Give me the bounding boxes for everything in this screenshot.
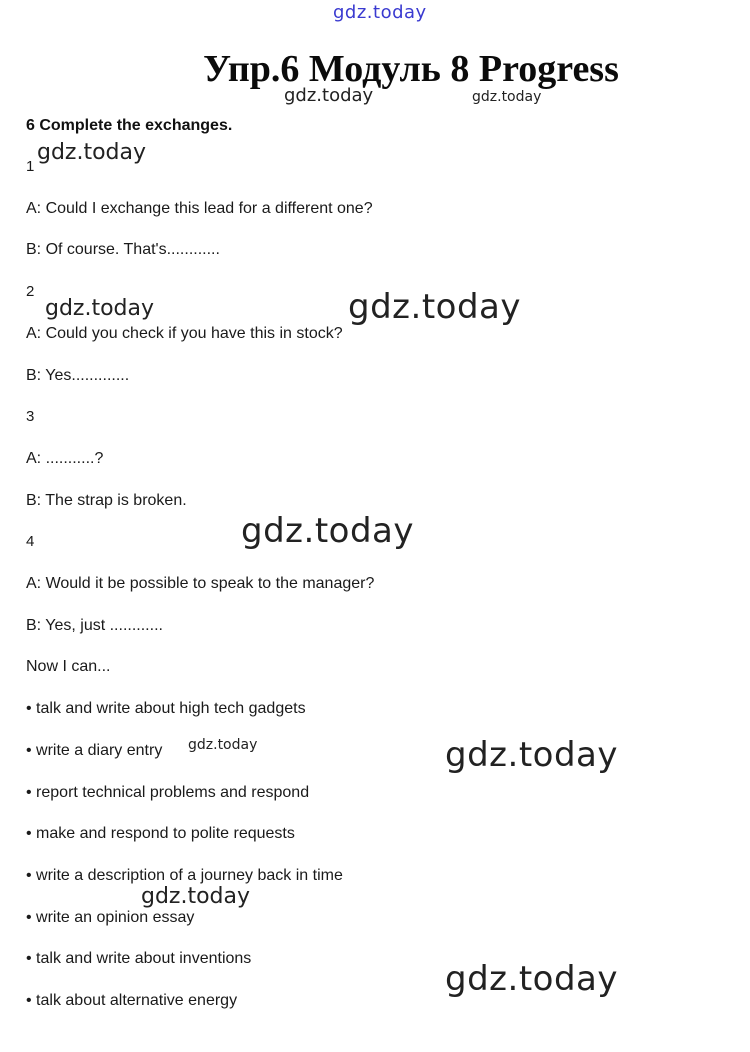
watermark: gdz.today — [445, 959, 618, 999]
item-number-3: 3 — [26, 408, 35, 425]
item-number-2: 2 — [26, 283, 35, 300]
item-1-line-b: B: Of course. That's............ — [26, 241, 220, 258]
skill-item: • report technical problems and respond — [26, 784, 310, 801]
item-2-line-a: A: Could you check if you have this in stock? — [26, 325, 343, 342]
item-4-line-a: A: Would it be possible to speak to the manager? — [26, 575, 375, 592]
now-i-can-label: Now I can... — [26, 658, 111, 675]
watermark: gdz.today — [37, 140, 147, 165]
watermark: gdz.today — [141, 884, 251, 909]
watermark: gdz.today — [348, 287, 521, 327]
skill-item: • write a diary entry — [26, 742, 163, 759]
instruction-heading: 6 Complete the exchanges. — [26, 117, 233, 134]
item-4-line-b: B: Yes, just ............ — [26, 617, 163, 634]
skill-item: • talk about alternative energy — [26, 992, 238, 1009]
watermark: gdz.today — [45, 296, 155, 321]
watermark: gdz.today — [188, 737, 258, 753]
item-3-line-b: B: The strap is broken. — [26, 492, 187, 509]
skill-item: • talk and write about inventions — [26, 950, 252, 967]
item-1-line-a: A: Could I exchange this lead for a different one? — [26, 200, 373, 217]
watermark: gdz.today — [333, 2, 427, 23]
item-number-4: 4 — [26, 533, 35, 550]
item-3-line-a: A: ...........? — [26, 450, 104, 467]
item-2-line-b: B: Yes............. — [26, 367, 130, 384]
item-number-1: 1 — [26, 158, 35, 175]
page-title: Упр.6 Модуль 8 Progress — [203, 48, 619, 90]
watermark: gdz.today — [241, 511, 414, 551]
watermark: gdz.today — [284, 85, 374, 106]
skill-item: • make and respond to polite requests — [26, 825, 295, 842]
skill-item: • write an opinion essay — [26, 909, 195, 926]
watermark: gdz.today — [472, 89, 542, 105]
watermark: gdz.today — [445, 735, 618, 775]
skill-item: • write a description of a journey back in time — [26, 867, 343, 884]
skill-item: • talk and write about high tech gadgets — [26, 700, 306, 717]
